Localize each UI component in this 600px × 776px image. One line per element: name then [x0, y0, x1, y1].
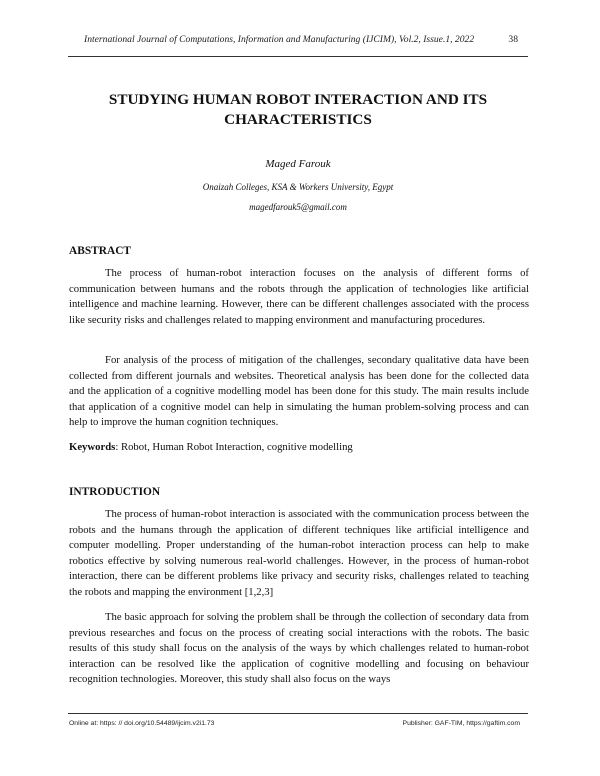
keywords-text: : Robot, Human Robot Interaction, cognitive modelling — [115, 441, 353, 453]
footer-publisher: Publisher: GAF-TIM, https://gaftim.com — [402, 720, 520, 727]
footer-doi: Online at: https: // doi.org/10.54489/ijcim.v2i1.73 — [69, 720, 215, 727]
author-email: magedfarouk5@gmail.com — [249, 202, 347, 212]
page-number: 38 — [508, 34, 518, 45]
abstract-paragraph-1: The process of human-robot interaction focuses on the analysis of different forms of communication between humans and the robots through the application of technologies like artificial intelligence and machine learning. However, there can be different challenges associated with the process like security risks and challenges related to mapping environment and manufacturing procedures. — [69, 267, 529, 326]
footer-rule — [68, 713, 528, 714]
abstract-heading: ABSTRACT — [69, 245, 132, 257]
author-name: Maged Farouk — [265, 158, 331, 170]
title-line-2: CHARACTERISTICS — [224, 111, 372, 128]
journal-citation: International Journal of Computations, Information and Manufacturing (IJCIM), Vol.2, Issue.1, 2022 — [84, 34, 475, 45]
author-affiliation: Onaizah Colleges, KSA & Workers University, Egypt — [202, 182, 394, 192]
paper-title — [68, 90, 528, 130]
introduction-paragraph-1: The process of human-robot interaction is associated with the communication process between the robots and the humans through the application of different techniques like artificial intelligence and computer modelling. Proper understanding of the human-robot interaction process can help to make robotics effective by solving numerous real-world challenges. However, in the process of human-robot interaction, there can be different problems like privacy and security risks, challenges related to teaching the robots and mapping the environment [1,2,3] — [69, 508, 529, 598]
keywords-line — [69, 440, 529, 456]
introduction-heading: INTRODUCTION — [69, 486, 161, 498]
introduction-paragraph-2: The basic approach for solving the problem shall be through the collection of secondary data from previous researches and focus on the process of creating social interactions with the robots. The basic results of this study shall focus on the analysis of the ways by which challenges related to human-robot interaction can be resolved like the application of cognitive modelling and focusing on behaviour recognition technologies. Moreover, this study shall also focus on the ways — [69, 611, 529, 686]
abstract-paragraph-2: For analysis of the process of mitigation of the challenges, secondary qualitative data have been collected from different journals and websites. Theoretical analysis has been done for the collected data and the application of a cognitive modelling model has been done for this study. The main results include that application of a cognitive model can help in simulating the human problem-solving process and can help to improve the human cognition techniques. — [69, 354, 529, 429]
header-rule — [68, 56, 528, 57]
title-line-1: STUDYING HUMAN ROBOT INTERACTION AND ITS — [108, 91, 488, 108]
keywords-label: Keywords — [69, 441, 116, 453]
running-head — [84, 34, 518, 45]
